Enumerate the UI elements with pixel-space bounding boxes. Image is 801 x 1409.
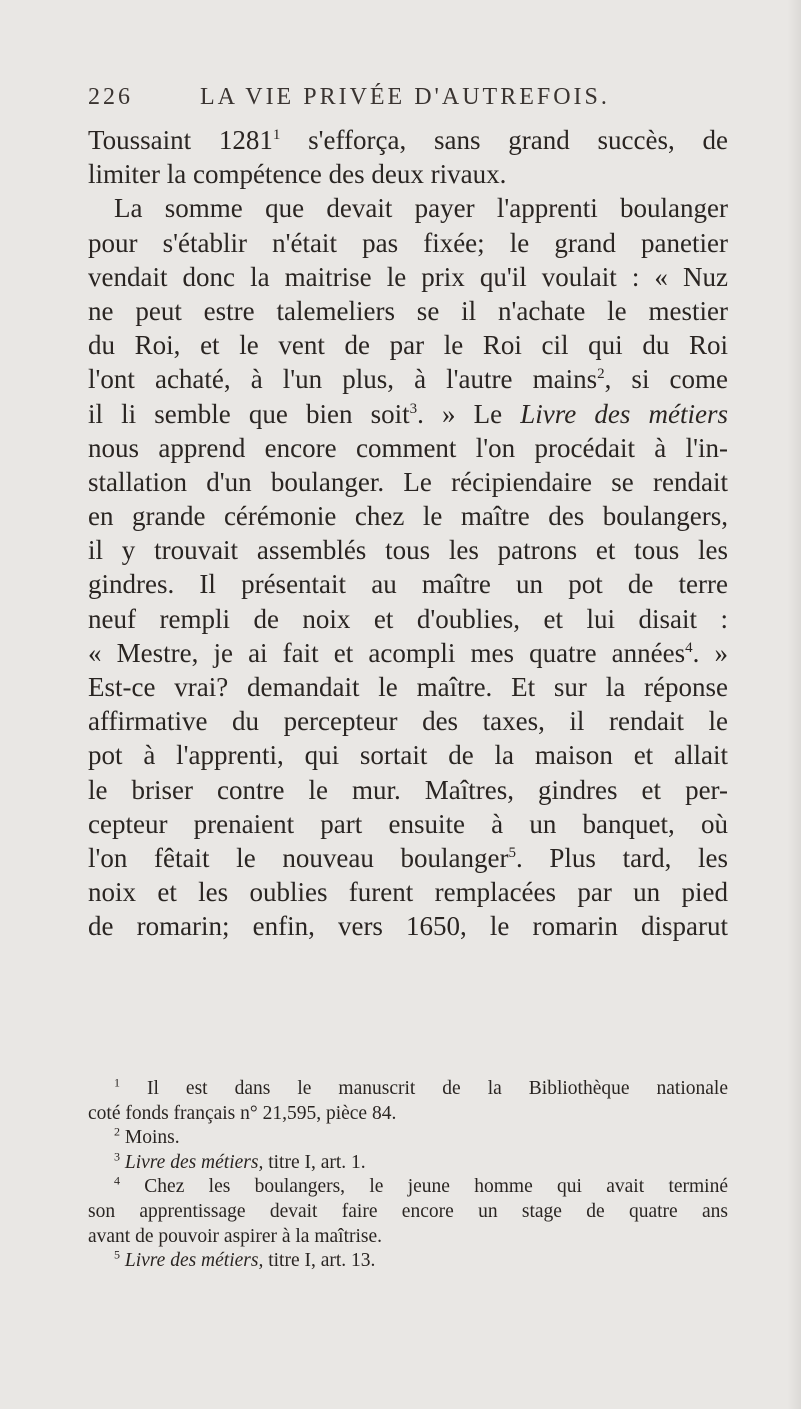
body-line: La somme que devait payer l'apprenti boulanger: [114, 193, 728, 224]
footnote-line: $^5$ Livre des métiers, titre I, art. 13.: [114, 1247, 376, 1272]
footnote-line: $^2$ Moins.: [114, 1124, 180, 1149]
body-line: l'on fêtait le nouveau boulanger$^5$. Plus tard, les: [88, 842, 728, 873]
running-title: LA VIE PRIVÉE D'AUTREFOIS.: [200, 84, 610, 110]
body-line: de romarin; enfin, vers 1650, le romarin disparut: [88, 911, 728, 942]
body-line: nous apprend encore comment l'on procédait à l'in-: [88, 432, 728, 463]
body-line: en grande cérémonie chez le maître des boulangers,: [88, 501, 728, 532]
body-line: pour s'établir n'était pas fixée; le grand panetier: [88, 227, 728, 258]
body-line: il y trouvait assemblés tous les patrons et tous les: [88, 535, 728, 566]
page-number: 226: [88, 84, 133, 110]
footnote-line: $^4$ Chez les boulangers, le jeune homme qui avait terminé: [114, 1173, 728, 1198]
footnote-line: $^3$ Livre des métiers, titre I, art. 1.: [114, 1149, 366, 1173]
footnote-line: son apprentissage devait faire encore un stage de quatre ans: [88, 1200, 728, 1222]
body-line: vendait donc la maitrise le prix qu'il voulait : « Nuz: [88, 261, 728, 292]
body-line: noix et les oublies furent remplacées par un pied: [88, 877, 728, 908]
body-line: Toussaint 1281$^1$ s'efforça, sans grand succès, de: [88, 125, 729, 155]
body-line: Est-ce vrai? demandait le maître. Et sur la réponse: [88, 672, 728, 702]
footnote-line: avant de pouvoir aspirer à la maîtrise.: [88, 1225, 383, 1247]
body-line: gindres. Il présentait au maître un pot de terre: [88, 569, 728, 600]
body-line: stallation d'un boulanger. Le récipiendaire se rendait: [88, 466, 728, 497]
body-line: cepteur prenaient part ensuite à un banquet, où: [88, 808, 728, 839]
body-line: limiter la compétence des deux rivaux.: [88, 159, 507, 190]
footnotes: [88, 1077, 728, 1274]
footnote-line: coté fonds français n° 21,595, pièce 84.: [88, 1102, 397, 1124]
footnote-line: $^1$ Il est dans le manuscrit de la Bibliothèque nationale: [114, 1075, 728, 1099]
body-line: pot à l'apprenti, qui sortait de la maison et allait: [88, 740, 728, 771]
page-edge-shadow: [787, 0, 801, 1409]
page-header: [88, 84, 728, 120]
book-title-italic: Livre des métiers: [520, 398, 728, 429]
body-line: « Mestre, je ai fait et acompli mes quatre années$^4$. »: [88, 637, 729, 668]
body-line: affirmative du percepteur des taxes, il rendait le: [88, 706, 728, 737]
body-line: l'ont achaté, à l'un plus, à l'autre mains$^2$, si come: [88, 364, 728, 395]
body-line: il li semble que bien soit$^3$. » Le Livre des métiers: [88, 398, 728, 429]
body-line: neuf rempli de noix et d'oublies, et lui disait :: [88, 603, 728, 634]
body-line: le briser contre le mur. Maîtres, gindres et per-: [88, 774, 728, 805]
body-line: ne peut estre talemeliers se il n'achate le mestier: [88, 295, 728, 326]
body-line: du Roi, et le vent de par le Roi cil qui du Roi: [88, 330, 728, 361]
body-text: [88, 123, 728, 944]
